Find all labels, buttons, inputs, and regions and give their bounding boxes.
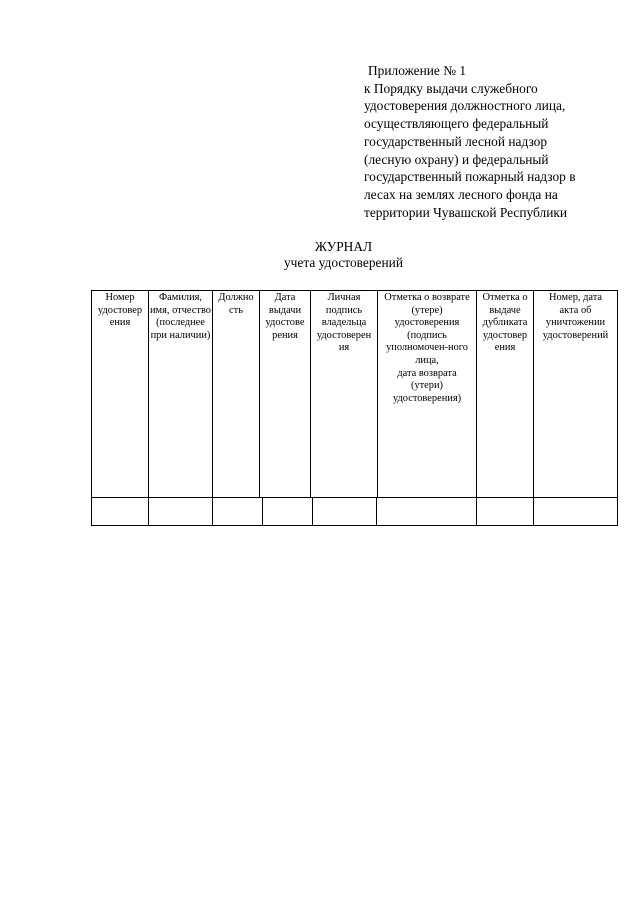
table-header-text: дубликата (482, 317, 528, 329)
table-header-text: подпись (325, 304, 363, 316)
table-header-text: ия (338, 342, 350, 354)
table-header-text: (последнее (156, 317, 205, 329)
table-header-text: удостоверен (316, 329, 372, 341)
table-header-cell (378, 290, 476, 498)
table-column-divider (617, 290, 618, 497)
table-body-cell[interactable] (149, 498, 212, 525)
appendix-line: (лесную охрану) и федеральный (364, 151, 549, 167)
table-header-text: рения (272, 329, 298, 341)
table-body-cell[interactable] (313, 498, 376, 525)
table-header-text: Должно (218, 292, 254, 303)
table-header-text: ения (494, 342, 516, 354)
table-header-text: удостовер (97, 304, 143, 316)
table-header-cell (92, 290, 148, 498)
table-header-text: (утери) (410, 380, 444, 392)
table-header-cell (149, 290, 212, 498)
table-header-text: Отметка о возврате (384, 292, 470, 303)
table-header-text: акта об (559, 304, 592, 316)
table-header-cell (213, 290, 259, 498)
table-header-text: (утере) (411, 304, 443, 316)
table-header-cell (534, 290, 617, 498)
table-header-text: лица, (415, 354, 439, 366)
table-body-cell[interactable] (213, 498, 262, 525)
table-header-text: удостоверения (394, 317, 460, 329)
table-header-text: Отметка о (482, 292, 528, 303)
appendix-line: Приложение № 1 (368, 63, 467, 78)
appendix-line: к Порядку выдачи служебного (364, 80, 538, 96)
table-header-text: Номер (105, 292, 135, 303)
table-cell-divider (617, 497, 618, 526)
table-header-text: удостове (265, 317, 305, 329)
appendix-line: территории Чувашской Республики (364, 204, 568, 220)
table-header-text: удостовер (482, 329, 528, 341)
table-header-text: при наличии) (150, 329, 211, 341)
table-header-text: Номер, дата (549, 292, 602, 303)
table-header-text: (подпись (407, 329, 447, 341)
journal-title: ЖУРНАЛ (314, 239, 373, 254)
table-header-text: владельца (321, 317, 367, 329)
table-body-cell[interactable] (263, 498, 312, 525)
table-header-text: Фамилия, (158, 292, 203, 303)
table-body-cell[interactable] (534, 498, 617, 525)
appendix-line: государственный пожарный надзор в (364, 169, 576, 185)
table-header-text: выдачи (268, 304, 302, 316)
table-body-cell[interactable] (92, 498, 148, 525)
table-header-text: удостоверения) (392, 392, 462, 404)
appendix-note (364, 62, 624, 221)
table-header-text: уполномочен-ного (386, 342, 468, 354)
table-header-text: дата возврата (397, 367, 457, 379)
table-header-text: уничтожении (545, 317, 606, 329)
table-header-cell (260, 290, 310, 498)
table-header-cell (311, 290, 377, 498)
appendix-line: государственный лесной надзор (364, 133, 548, 149)
table-body-cell[interactable] (477, 498, 533, 525)
appendix-line: осуществляющего федеральный (364, 116, 549, 132)
table-header-text: сть (229, 304, 243, 316)
table-header-text: ения (109, 317, 131, 329)
table-header-text: выдаче (489, 304, 521, 316)
table-header-cell (477, 290, 533, 498)
appendix-line: лесах на землях лесного фонда на (364, 186, 558, 202)
table-header-text: имя, отчество (150, 304, 211, 316)
table-header-text: Личная (327, 292, 361, 303)
journal-subtitle: учета удостоверений (283, 255, 403, 270)
table-header-text: Дата (274, 292, 296, 303)
table-header-text: удостоверений (542, 329, 609, 341)
table-body-cell[interactable] (377, 498, 476, 525)
table-border-bottom (91, 525, 618, 526)
appendix-line: удостоверения должностного лица, (364, 98, 566, 114)
